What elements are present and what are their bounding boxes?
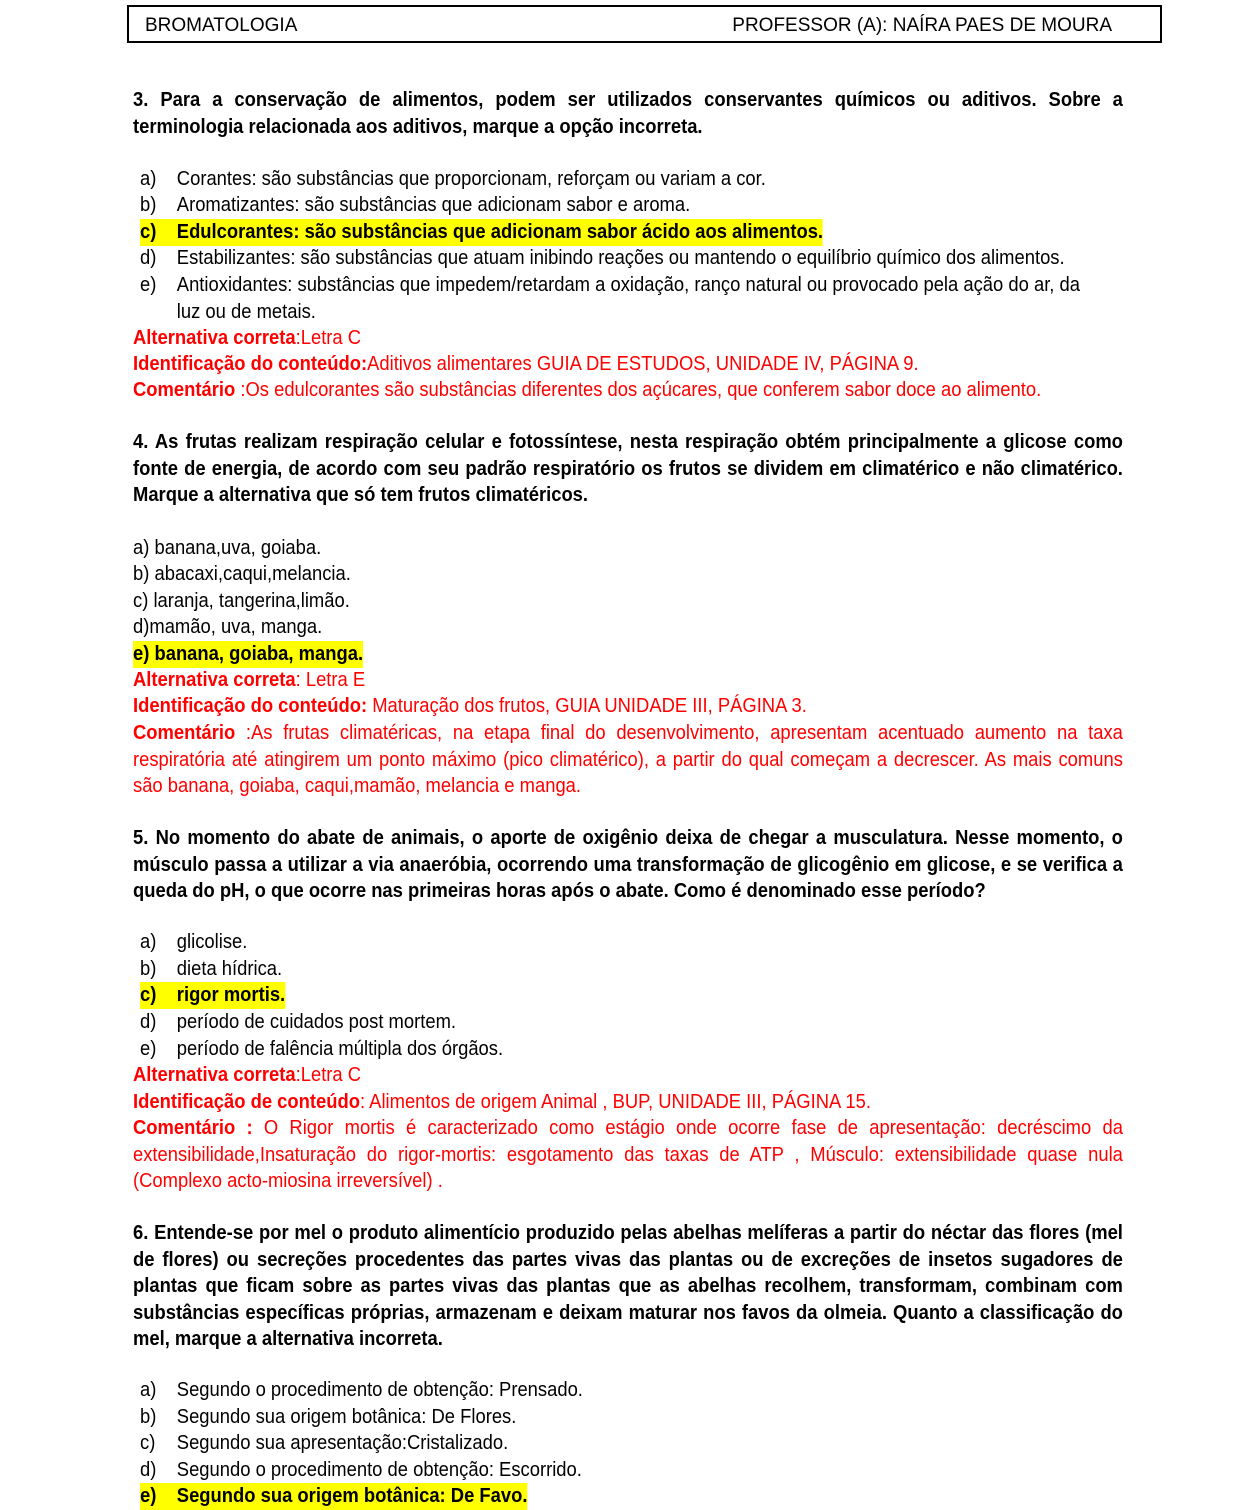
q5-option-d: d) período de cuidados post mortem.: [140, 1011, 457, 1033]
q5-option-a: a) glicolise.: [140, 931, 248, 953]
q4-option-b: b) abacaxi,caqui,melancia.: [133, 563, 351, 585]
professor-name: PROFESSOR (A): NAÍRA PAES DE MOURA: [732, 15, 1112, 36]
q3-option-c-highlighted: c) Edulcorantes: são substâncias que adicionam sabor ácido aos alimentos.: [140, 219, 823, 246]
q6-option-d: d) Segundo o procedimento de obtenção: Escorrido.: [140, 1459, 582, 1481]
q4-option-d: d)mamão, uva, manga.: [133, 616, 323, 638]
q5-option-e: e) período de falência múltipla dos órgãos.: [140, 1038, 504, 1060]
q5-answer: Alternativa correta:Letra C: [133, 1064, 362, 1086]
q4-option-c: c) laranja, tangerina,limão.: [133, 590, 350, 612]
q5-option-b: b) dieta hídrica.: [140, 958, 283, 980]
q6-option-c: c) Segundo sua apresentação:Cristalizado.: [140, 1432, 509, 1454]
question-5: 5. No momento do abate de animais, o aporte de oxigênio deixa de chegar a musculatura. Nesse momento, o músculo passa a utilizar a via anaeróbia, ocorrendo uma transformação de glicogênio em glicose, e se verifica a queda do pH, o que ocorre nas primeiras horas após o abate. Como é denominado esse período?: [133, 827, 1123, 902]
q3-option-d: d) Estabilizantes: são substâncias que atuam inibindo reações ou mantendo o equilíbrio químico dos alimentos.: [140, 247, 1065, 269]
q4-answer: Alternativa correta: Letra E: [133, 669, 366, 691]
header-box: [127, 5, 1162, 43]
q5-comment: Comentário : O Rigor mortis é caracterizado como estágio onde ocorre fase de apresentação: decréscimo da extensibilidade,Insaturação do rigor-mortis: esgotamento das taxas de ATP , Músculo: extensibilidade quase nula (Complexo acto-miosina irreversível) .: [133, 1117, 1123, 1192]
question-6: 6. Entende-se por mel o produto alimentício produzido pelas abelhas melíferas a partir do néctar das flores (mel de flores) ou secreções procedentes das partes vivas das plantas ou de excreções de insetos sugadores de plantas que ficam sobre as partes vivas das plantas que as abelhas recolhem, transformam, combinam com substâncias específicas próprias, armazenam e deixam maturar nos favos da olmeia. Quanto a classificação do mel, marque a alternativa incorreta.: [133, 1222, 1123, 1350]
q6-option-e-highlighted: e) Segundo sua origem botânica: De Favo.: [140, 1483, 527, 1510]
q3-option-b: b) Aromatizantes: são substâncias que adicionam sabor e aroma.: [140, 194, 691, 216]
q3-answer: Alternativa correta:Letra C: [133, 327, 362, 349]
q5-option-c-highlighted: c) rigor mortis.: [140, 982, 285, 1009]
q3-comment: Comentário :Os edulcorantes são substâncias diferentes dos açúcares, que conferem sabor doce ao alimento.: [133, 379, 1042, 401]
q6-option-b: b) Segundo sua origem botânica: De Flores.: [140, 1406, 517, 1428]
question-4: 4. As frutas realizam respiração celular e fotossíntese, nesta respiração obtém principalmente a glicose como fonte de energia, de acordo com seu padrão respiratório os frutos se dividem em climatérico e não climatérico. Marque a alternativa que só tem frutos climatéricos.: [133, 431, 1123, 506]
q3-option-e: e) Antioxidantes: substâncias que impedem/retardam a oxidação, ranço natural ou provocado pela ação do ar, da luz ou de metais.: [140, 274, 1080, 323]
subject-title: BROMATOLOGIA: [145, 15, 298, 36]
q3-option-a: a) Corantes: são substâncias que proporcionam, reforçam ou variam a cor.: [140, 168, 766, 190]
q4-comment: Comentário :As frutas climatéricas, na etapa final do desenvolvimento, apresentam acentuado aumento na taxa respiratória até atingirem um ponto máximo (pico climatérico), a partir do qual começam a decrescer. As mais comuns são banana, goiaba, caqui,mamão, melancia e manga.: [133, 722, 1123, 797]
q5-content: Identificação de conteúdo: Alimentos de origem Animal , BUP, UNIDADE III, PÁGINA 15.: [133, 1091, 871, 1113]
question-3: 3. Para a conservação de alimentos, podem ser utilizados conservantes químicos ou aditivos. Sobre a terminologia relacionada aos aditivos, marque a opção incorreta.: [133, 89, 1123, 138]
q4-content: Identificação do conteúdo: Maturação dos frutos, GUIA UNIDADE III, PÁGINA 3.: [133, 695, 807, 717]
q6-option-a: a) Segundo o procedimento de obtenção: Prensado.: [140, 1379, 583, 1401]
q3-content: Identificação do conteúdo:Aditivos alimentares GUIA DE ESTUDOS, UNIDADE IV, PÁGINA 9.: [133, 353, 919, 375]
q4-option-e-highlighted: e) banana, goiaba, manga.: [133, 641, 363, 668]
q4-option-a: a) banana,uva, goiaba.: [133, 537, 322, 559]
